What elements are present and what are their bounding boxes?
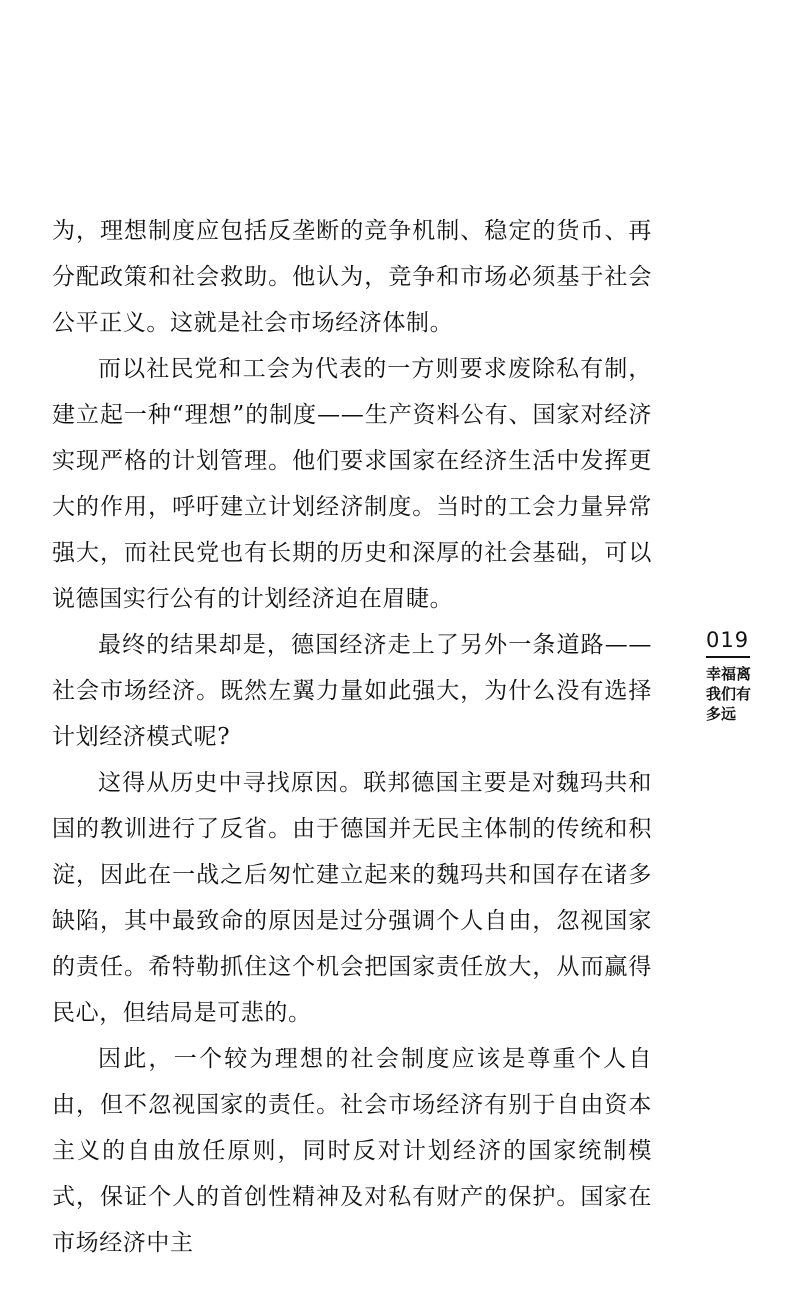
page-number: 019 <box>706 628 750 658</box>
paragraph-3: 最终的结果却是，德国经济走上了另外一条道路——社会市场经济。既然左翼力量如此强大，为什么没有选择计划经济模式呢? <box>52 632 652 750</box>
paragraph-5: 因此，一个较为理想的社会制度应该是尊重个人自由，但不忽视国家的责任。社会市场经济有别于自由资本主义的自由放任原则，同时反对计划经济的国家统制模式，保证个人的首创性精神及对私有财产的保护。国家在市场经济中主 <box>52 1046 652 1256</box>
paragraph-2: 而以社民党和工会为代表的一方则要求废除私有制，建立起一种“理想”的制度——生产资料公有、国家对经济实现严格的计划管理。他们要求国家在经济生活中发挥更大的作用，呼吁建立计划经济制度。当时的工会力量异常强大，而社民党也有长期的历史和深厚的社会基础，可以说德国实行公有的计划经济迫在眉睫。 <box>52 356 652 612</box>
paragraph-1: 为，理想制度应包括反垄断的竞争机制、稳定的货币、再分配政策和社会救助。他认为，竞争和市场必须基于社会公平正义。这就是社会市场经济体制。 <box>52 218 652 336</box>
body-text <box>52 208 652 1266</box>
running-title: 幸福离我们有多远 <box>706 665 752 723</box>
margin-header <box>706 628 776 724</box>
paragraph-4: 这得从历史中寻找原因。联邦德国主要是对魏玛共和国的教训进行了反省。由于德国并无民主体制的传统和积淀，因此在一战之后匆忙建立起来的魏玛共和国存在诸多缺陷，其中最致命的原因是过分强调个人自由，忽视国家的责任。希特勒抓住这个机会把国家责任放大，从而赢得民心，但结局是可悲的。 <box>52 770 652 1026</box>
